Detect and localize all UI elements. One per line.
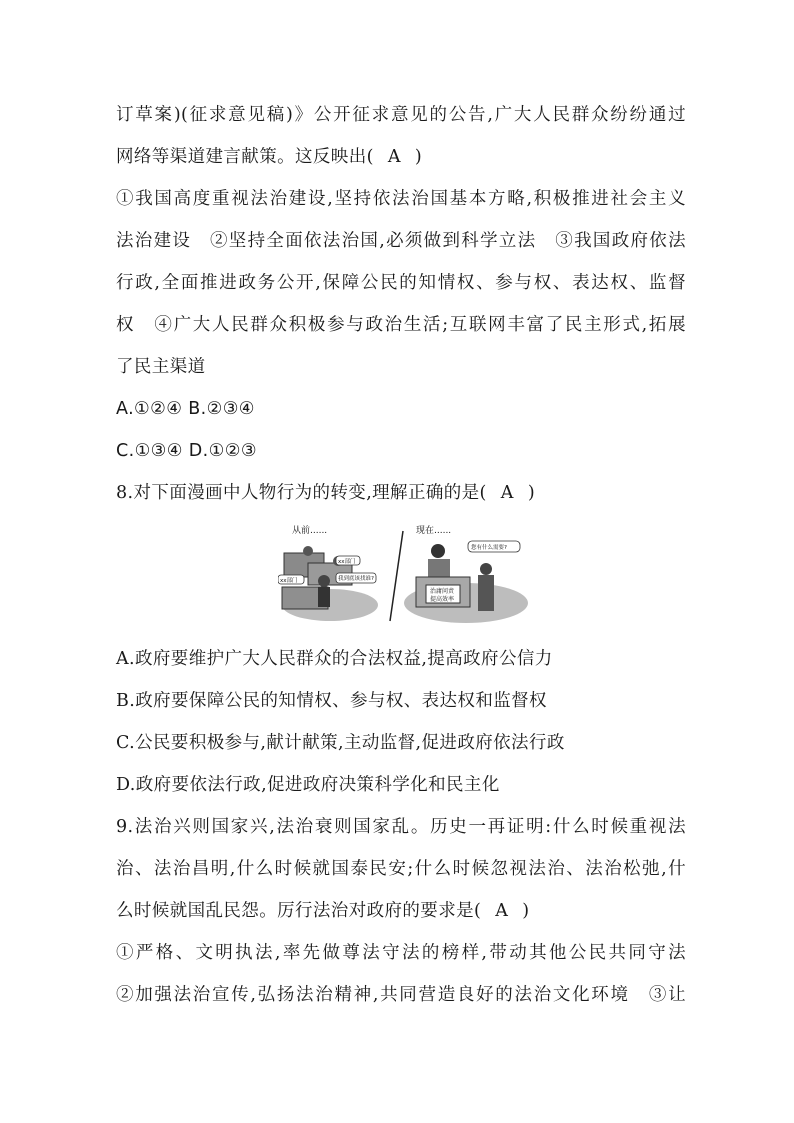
q8-stem [116, 481, 686, 505]
after-panel [404, 524, 528, 623]
q7-statement-line-5: 了民主渠道 [116, 357, 206, 377]
q9-stem-text: 么时候就国乱民怨。厉行法治对政府的要求是( [116, 901, 482, 921]
whom-bubble: 我到底该找谁? [338, 576, 374, 582]
help-bubble: 您有什么需要? [471, 545, 507, 551]
q9-stem-line-2: 治、法治昌明,什么时候就国泰民安;什么时候忽视法治、法治松弛,什 [116, 859, 686, 879]
q9-statement-line-2: ②加强法治宣传,弘扬法治精神,共同营造良好的法治文化环境 ③让 [116, 985, 686, 1005]
q7-options-row-1: A.①②④ B.②③④ [116, 399, 255, 419]
q7-options-row-2: C.①③④ D.①②③ [116, 441, 257, 461]
q7-statement-line-1: ①我国高度重视法治建设,坚持依法治国基本方略,积极推进社会主义 [116, 189, 686, 209]
q8-answer: A [500, 483, 514, 503]
q9-paren-close: ) [522, 901, 530, 921]
q8-option-d: D.政府要依法行政,促进政府决策科学化和民主化 [116, 775, 500, 795]
q8-option-a: A.政府要维护广大人民群众的合法权益,提高政府公信力 [116, 649, 553, 669]
comic-illustration [278, 523, 530, 625]
desk-sign-line-2: 提高效率 [430, 596, 455, 603]
q8-paren-close: ) [527, 483, 536, 503]
q7-statement-line-2: 法治建设 ②坚持全面依法治国,必须做到科学立法 ③我国政府依法 [116, 231, 686, 251]
q7-stem-line-2 [116, 145, 686, 169]
q7-paren-close: ) [414, 147, 423, 167]
q7-statement-line-3: 行政,全面推进政务公开,保障公民的知情权、参与权、表达权、监督 [116, 273, 686, 293]
q7-answer: A [387, 147, 401, 167]
after-caption: 现在...... [416, 526, 452, 536]
panel-divider [390, 531, 403, 621]
q8-option-c: C.公民要积极参与,献计献策,主动监督,促进政府依法行政 [116, 733, 565, 753]
before-panel [278, 524, 378, 621]
desk-sign-line-1: 治庸问责 [430, 588, 455, 595]
q9-answer: A [495, 901, 509, 921]
dept-bubble-1: xx部门 [338, 559, 356, 565]
q9-statement-line-1: ①严格、文明执法,率先做尊法守法的榜样,带动其他公民共同守法 [116, 943, 686, 963]
q7-stem-text: 网络等渠道建言献策。这反映出( [116, 147, 374, 167]
dept-bubble-2: xx部门 [280, 578, 298, 584]
q8-option-b: B.政府要保障公民的知情权、参与权、表达权和监督权 [116, 691, 547, 711]
q9-stem-line-1: 9.法治兴则国家兴,法治衰则国家乱。历史一再证明:什么时候重视法 [116, 817, 686, 837]
q7-statement-line-4: 权 ④广大人民群众积极参与政治生活;互联网丰富了民主形式,拓展 [116, 315, 686, 335]
q9-stem-line-3 [116, 899, 686, 923]
q8-stem-text: 8.对下面漫画中人物行为的转变,理解正确的是( [116, 483, 487, 503]
before-caption: 从前...... [292, 526, 328, 536]
q7-stem-line-1: 订草案)(征求意见稿)》公开征求意见的公告,广大人民群众纷纷通过 [116, 105, 686, 125]
